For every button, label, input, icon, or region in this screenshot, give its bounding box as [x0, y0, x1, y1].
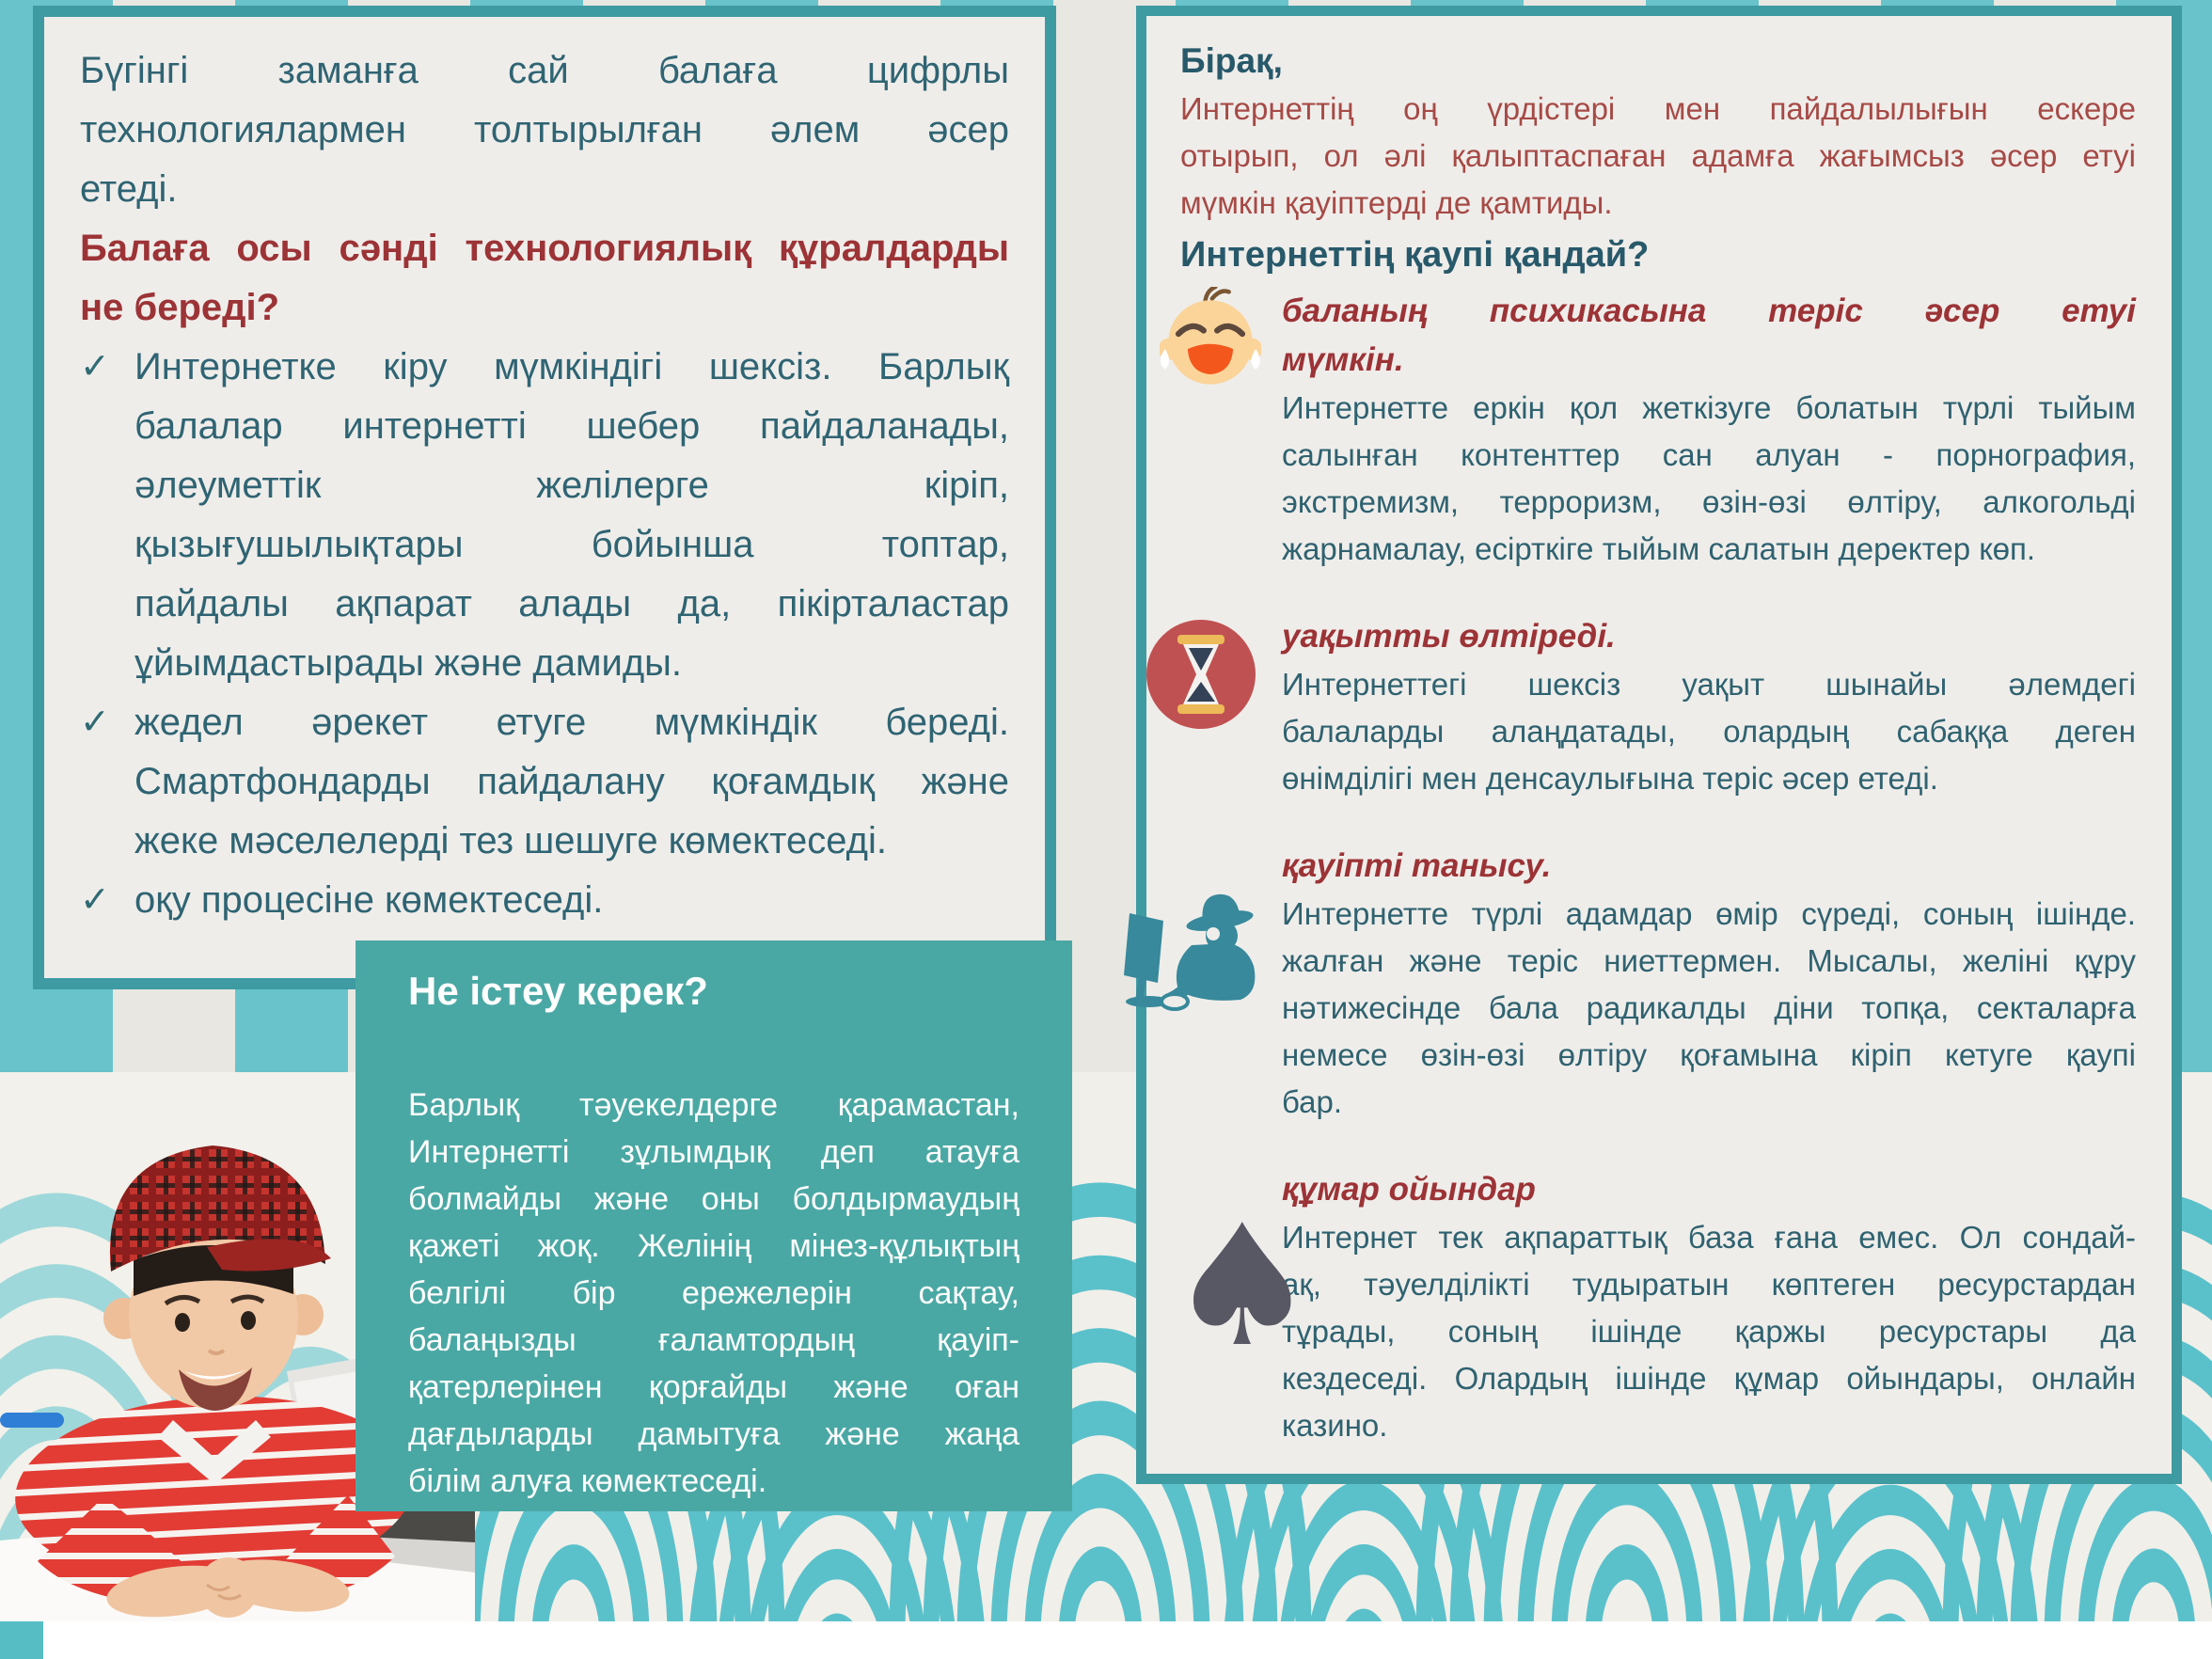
- benefit-line: әлеуметтік желілерге кіріп,: [134, 465, 1009, 506]
- danger-body-line: немесе өзін-өзі өлтіру қоғамына кіріп кетуге қаупі: [1282, 1037, 2136, 1072]
- but-line: мүмкін қауіптерді де қамтиды.: [1180, 185, 1613, 220]
- dangers-panel: [1136, 6, 2182, 1484]
- what-to-do-box: [356, 940, 1072, 1511]
- danger-body-line: жалған және теріс ниеттермен. Мысалы, желіні құру: [1282, 943, 2136, 978]
- benefit-line: жеке мәселелерді тез шешуге көмектеседі.: [134, 820, 887, 861]
- danger-body-line: нәтижесінде бала радикалды діни топқа, секталарға: [1282, 990, 2136, 1025]
- danger-body-line: экстремизм, терроризм, өзін-өзі өлтіру, алкогольді: [1282, 484, 2136, 519]
- danger-body-line: Интернеттегі шексіз уақыт шынайы әлемдегі: [1282, 667, 2136, 702]
- action-line: Интернетті зұлымдық деп атауға: [408, 1134, 1019, 1170]
- benefit-line: оқу процесіне көмектеседі.: [134, 879, 604, 921]
- danger-body-line: казино.: [1282, 1408, 1388, 1443]
- but-heading: Бірақ,: [1180, 41, 1283, 80]
- benefit-item: [80, 338, 1009, 693]
- danger-body-line: ақ, тәуелділікті тудыратын көптеген ресурстардан: [1282, 1267, 2136, 1302]
- danger-body-line: жарнамалау, есірткіге тыйым салатын деректер көп.: [1282, 531, 2036, 566]
- question-heading-line: Балаға осы сәнді технологиялық құралдарды: [80, 228, 1009, 269]
- action-line: болмайды және оны болдырмаудың: [408, 1181, 1019, 1217]
- action-line: белгілі бір ережелерін сақтау,: [408, 1275, 1019, 1311]
- benefit-line: балалар интернетті шебер пайдаланады,: [134, 405, 1009, 447]
- danger-body-line: өнімділігі мен денсаулығына теріс әсер етеді.: [1282, 761, 1938, 796]
- danger-body-line: Интернетте түрлі адамдар өмір сүреді, соның ішінде.: [1282, 896, 2136, 931]
- danger-item-gambling: [1167, 1165, 2136, 1449]
- danger-body-line: кездеседі. Олардың ішінде құмар ойындары, онлайн: [1282, 1361, 2136, 1396]
- spade-icon: ♠: [1167, 1189, 1318, 1383]
- benefit-line: жедел әрекет етуге мүмкіндік береді.: [134, 702, 1009, 743]
- benefit-item: [80, 693, 1009, 871]
- action-line: дағдыларды дамытуға және жаңа: [408, 1416, 1019, 1452]
- danger-body-line: балаларды алаңдатады, олардың сабаққа деген: [1282, 714, 2136, 749]
- crying-baby-icon: [1160, 287, 1261, 398]
- benefit-line: пайдалы ақпарат алады да, пікірталастар: [134, 583, 1009, 624]
- action-line: қажеті жоқ. Желінің мінез-құлықтың: [408, 1228, 1019, 1264]
- checkmark-icon: ✓: [80, 703, 110, 742]
- checkmark-icon: ✓: [80, 880, 110, 920]
- danger-question-heading: Интернеттің қаупі қандай?: [1180, 235, 1650, 275]
- checkmark-icon: ✓: [80, 347, 110, 387]
- danger-title-line: мүмкін.: [1282, 341, 1404, 378]
- what-to-do-title: Не істеу керек?: [408, 969, 708, 1013]
- spy-icon: [1122, 885, 1282, 1026]
- hourglass-icon: [1143, 616, 1259, 733]
- danger-title-line: уақытты өлтіреді.: [1282, 618, 1616, 655]
- bottom-white-band: [0, 1621, 2212, 1659]
- action-line: қатерлерінен қорғайды және оған: [408, 1369, 1019, 1405]
- what-to-do-body: [408, 1082, 1019, 1505]
- but-line: отырып, ол әлі қалыптаспаған адамға жағымсыз әсер етуі: [1180, 138, 2136, 173]
- danger-body-line: тұрады, соның ішінде қаржы ресурстары да: [1282, 1314, 2136, 1349]
- danger-item-psyche: [1171, 287, 2136, 573]
- intro-line: технологиялармен толтырылған әлем әсер: [80, 109, 1009, 150]
- benefit-line: Смартфондарды пайдалану қоғамдық және: [134, 761, 1009, 802]
- action-line: білім алуға көмектеседі.: [408, 1463, 767, 1499]
- benefit-line: Интернетке кіру мүмкіндігі шексіз. Барлық: [134, 346, 1009, 387]
- intro-line: етеді.: [80, 168, 178, 210]
- danger-body-line: салынған контенттер сан алуан - порнография,: [1282, 437, 2136, 472]
- danger-body-line: бар.: [1282, 1084, 1343, 1119]
- question-heading-line: не береді?: [80, 287, 280, 328]
- action-line: Барлық тәуекелдерге қарамастан,: [408, 1087, 1019, 1123]
- danger-item-time: [1171, 612, 2136, 802]
- danger-body-line: Интернет тек ақпараттық база ғана емес. Ол сондай-: [1282, 1220, 2136, 1255]
- benefits-panel: [33, 6, 1056, 989]
- danger-title-line: құмар ойындар: [1282, 1171, 1536, 1208]
- danger-title-line: қауіпті танысу.: [1282, 847, 1552, 884]
- blue-marker: [0, 1413, 64, 1428]
- danger-title-line: баланың психикасына теріс әсер етуі: [1282, 292, 2136, 329]
- benefit-item: [80, 871, 1009, 930]
- benefit-line: қызығушылықтары бойынша топтар,: [134, 524, 1009, 565]
- action-line: балаңызды ғаламтордың қауіп-: [408, 1322, 1019, 1358]
- danger-body-line: Интернетте еркін қол жеткізуге болатын түрлі тыйым: [1282, 390, 2136, 425]
- danger-item-strangers: [1171, 842, 2136, 1126]
- benefit-line: ұйымдастырады және дамиды.: [134, 642, 683, 684]
- intro-line: Бүгінгі заманға сай балаға цифрлы: [80, 50, 1009, 91]
- but-line: Интернеттің оң үрдістері мен пайдалылығын ескере: [1180, 91, 2136, 126]
